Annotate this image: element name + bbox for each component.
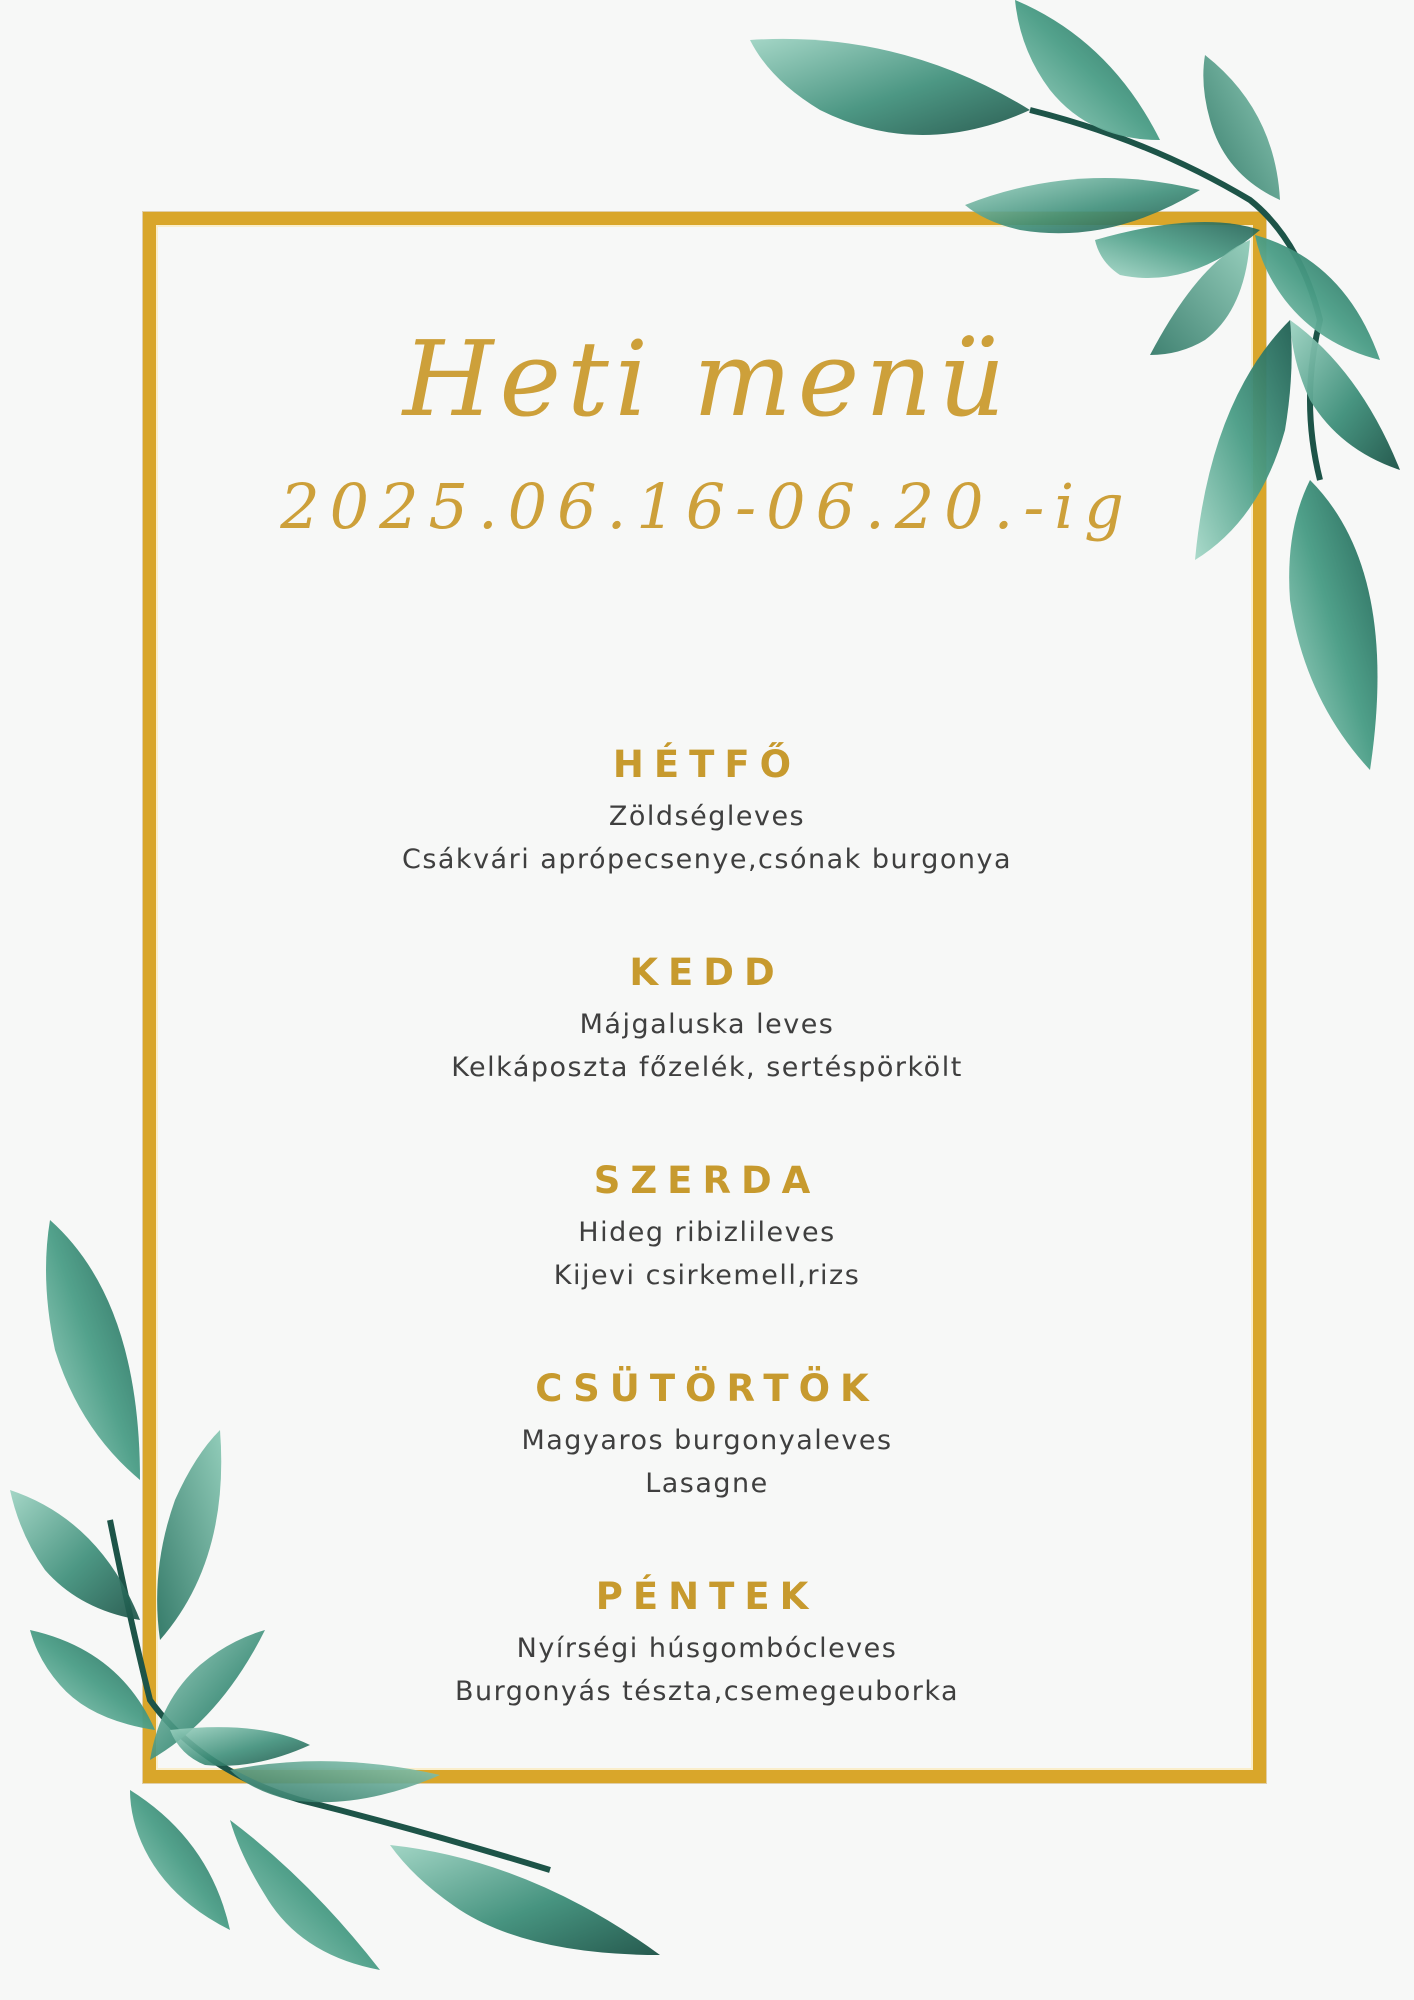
date-range: 2025.06.16-06.20.-ig — [280, 470, 1134, 543]
day-name: HÉTFŐ — [612, 743, 802, 786]
weekly-menu — [0, 735, 1414, 1775]
main-course: Kijevi csirkemell,rizs — [553, 1260, 861, 1291]
main-course: Kelkáposzta főzelék, sertéspörkölt — [451, 1052, 963, 1083]
main-course: Lasagne — [645, 1468, 769, 1499]
soup: Májgaluska leves — [579, 1009, 835, 1040]
day-name: CSÜTÖRTÖK — [535, 1367, 879, 1410]
main-course: Csákvári aprópecsenye,csónak burgonya — [401, 844, 1013, 875]
main-course: Burgonyás tészta,csemegeuborka — [454, 1676, 960, 1707]
page-title: Heti menü — [402, 318, 1012, 440]
day-wednesday — [0, 1151, 1414, 1359]
day-thursday — [0, 1359, 1414, 1567]
soup: Magyaros burgonyaleves — [521, 1425, 893, 1456]
soup: Hideg ribizlileves — [578, 1217, 836, 1248]
soup: Nyírségi húsgombócleves — [516, 1633, 898, 1664]
soup: Zöldségleves — [608, 801, 806, 832]
day-name: PÉNTEK — [595, 1575, 819, 1618]
day-monday — [0, 735, 1414, 943]
day-name: KEDD — [629, 951, 785, 994]
day-tuesday — [0, 943, 1414, 1151]
day-name: SZERDA — [593, 1159, 821, 1202]
day-friday — [0, 1567, 1414, 1775]
